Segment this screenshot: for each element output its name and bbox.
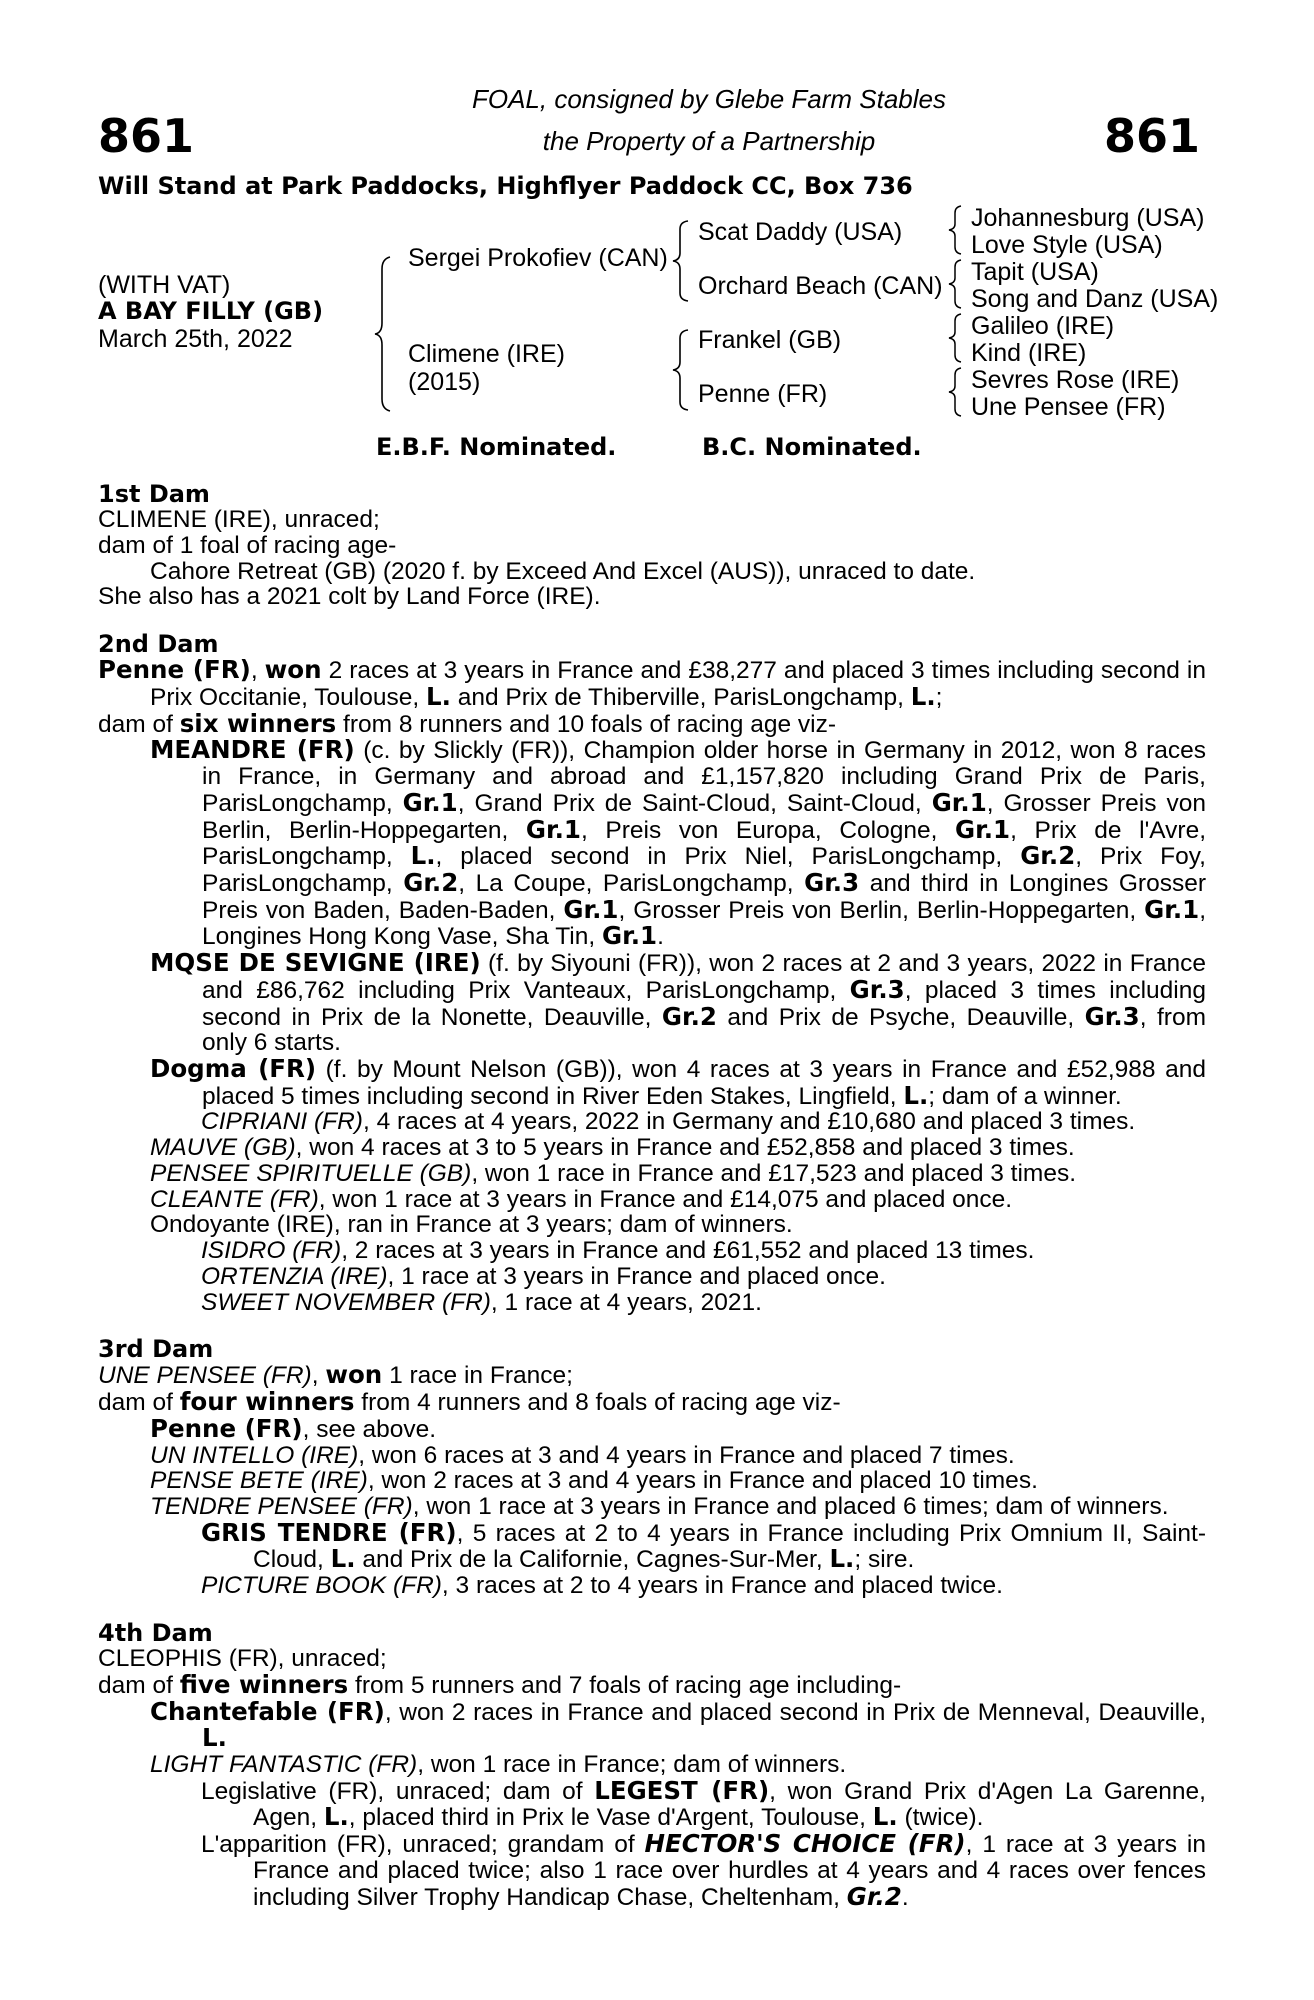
fourth-dam-section	[98, 1618, 1207, 1911]
dogma-text: ; dam of a winner.	[928, 1082, 1122, 1110]
dam-dam: Penne (FR)	[698, 380, 828, 408]
sire-dam: Orchard Beach (CAN)	[698, 272, 943, 300]
legislative-text: (twice).	[897, 1804, 984, 1832]
pensee-text: , won 1 race in France and £17,523 and placed 3 times.	[471, 1159, 1077, 1187]
lot-number-right: 861	[1103, 109, 1200, 163]
group-tag: Gr.3	[1084, 1001, 1140, 1031]
mqse-text: (f. by Siyouni (FR)), won 2 races at 2 and 3 years, 2022 in France and £86,762 including Prix Vanteaux, ParisLongchamp,	[202, 950, 1206, 1004]
lapparition-text: , 1 race at 3 years in France and placed twice; also 1 race over hurdles at 4 years and 4 races over fences including Silver Trophy Handicap Chase, Cheltenham,	[253, 1831, 1206, 1911]
sire-sire: Scat Daddy (USA)	[698, 218, 903, 246]
comma: ,	[311, 1362, 326, 1390]
dam-year: (2015)	[408, 368, 481, 396]
ondoyante-entry: Ondoyante (IRE), ran in France at 3 years; dam of winners.	[150, 1211, 793, 1239]
first-dam-foal: Cahore Retreat (GB) (2020 f. by Exceed And Excel (AUS)), unraced to date.	[150, 557, 976, 585]
penne-ref-entry	[150, 1413, 1206, 1443]
une-won: won	[325, 1360, 383, 1390]
dam-of-rest: from 4 runners and 8 foals of racing age viz-	[354, 1389, 841, 1417]
listed-tag: L.	[872, 1802, 898, 1832]
listed-tag: L.	[323, 1802, 349, 1832]
isidro-text: , 2 races at 3 years in France and £61,552 and placed 13 times.	[341, 1237, 1035, 1265]
mqse-text: and Prix de Psyche, Deauville,	[716, 1003, 1085, 1031]
listed-tag: L.	[330, 1544, 356, 1574]
meandre-text: , Grosser Preis von Berlin, Berlin-Hoppegarten,	[202, 789, 1206, 844]
third-dam-section	[98, 1337, 1206, 1599]
gris-tendre-name: GRIS TENDRE (FR)	[201, 1517, 457, 1547]
light-fantastic-name: LIGHT FANTASTIC (FR)	[150, 1750, 418, 1778]
fourth-dam-title: 4th Dam	[98, 1618, 213, 1647]
meandre-text: , Prix Foy, ParisLongchamp,	[202, 843, 1206, 897]
first-dam-line2: dam of 1 foal of racing age-	[98, 531, 397, 559]
brace-sire	[670, 219, 692, 303]
cleophis-entry: CLEOPHIS (FR), unraced;	[98, 1645, 387, 1673]
pense-bete-name: PENSE BETE (IRE)	[150, 1467, 368, 1495]
light-fantastic-entry	[150, 1752, 1206, 1778]
bc-nominated: B.C. Nominated.	[702, 433, 922, 461]
isidro-name: ISIDRO (FR)	[201, 1237, 342, 1265]
dam-of: dam of	[98, 710, 180, 738]
group-tag: Gr.1	[402, 787, 458, 817]
group-tag: Gr.1	[931, 787, 987, 817]
meandre-text: , Prix de l'Avre, ParisLongchamp,	[202, 816, 1206, 871]
lapparition-text: .	[901, 1883, 909, 1911]
dogma-name: Dogma (FR)	[150, 1054, 317, 1084]
fourth-dam-produce	[98, 1669, 1206, 1699]
cipriani-entry	[201, 1109, 1206, 1135]
listed-tag: L.	[425, 681, 451, 711]
dam-sire: Frankel (GB)	[698, 326, 842, 354]
penne-name: Penne (FR)	[98, 655, 251, 685]
produce-record	[98, 482, 1206, 1932]
une-pensee-entry	[98, 1362, 1206, 1389]
ssd: Love Style (USA)	[971, 231, 1163, 259]
gris-tendre-text: , 5 races at 2 to 4 years in France including Prix Omnium II, Saint-Cloud,	[253, 1519, 1206, 1574]
brace-sd	[945, 258, 965, 310]
dss: Galileo (IRE)	[971, 312, 1115, 340]
pensee-entry	[150, 1161, 1206, 1187]
cleante-name: CLEANTE (FR)	[150, 1185, 319, 1213]
group-tag: Gr.2	[661, 1001, 717, 1031]
pense-bete-entry	[150, 1468, 1206, 1494]
first-dam-section	[98, 482, 1206, 610]
mauve-entry	[150, 1135, 1206, 1161]
isidro-entry	[201, 1238, 1206, 1264]
sds: Tapit (USA)	[971, 258, 1099, 286]
pense-bete-text: , won 2 races at 3 and 4 years in France and placed 10 times.	[367, 1467, 1038, 1495]
mqse-text: , from only 6 starts.	[202, 1003, 1206, 1057]
group-tag: Gr.2	[403, 868, 459, 897]
mauve-text: , won 4 races at 3 to 5 years in France and £52,858 and placed 3 times.	[295, 1134, 1075, 1162]
group-tag: Gr.1	[602, 921, 658, 951]
brace-ss	[945, 204, 965, 256]
picture-book-entry	[201, 1573, 1206, 1599]
meandre-text: (c. by Slickly (FR)), Champion older horse in Germany in 2012, won 8 races in France, in Germany and abroad and £1,157,820 including Grand Prix de Paris, ParisLongchamp,	[202, 737, 1206, 817]
group-tag: Gr.1	[955, 814, 1011, 844]
light-fantastic-text: , won 1 race in France; dam of winners.	[417, 1750, 847, 1778]
sdd: Song and Danz (USA)	[971, 285, 1219, 313]
group-tag: Gr.3	[804, 868, 860, 897]
dam-of-rest: from 5 runners and 7 foals of racing age including-	[348, 1671, 902, 1699]
mqse-entry	[150, 950, 1206, 1056]
horse-name: A BAY FILLY (GB)	[98, 297, 324, 325]
vat-note: (WITH VAT)	[98, 271, 231, 299]
meandre-name: MEANDRE (FR)	[150, 735, 355, 765]
four-winners: four winners	[179, 1387, 355, 1417]
cipriani-text: , 4 races at 4 years, 2022 in Germany and £10,680 and placed 3 times.	[362, 1108, 1136, 1136]
chantefable-text: , won 2 races in France and placed second in Prix de Menneval, Deauville,	[384, 1698, 1207, 1726]
listed-tag: L.	[202, 1723, 227, 1753]
legislative-text: , placed third in Prix le Vase d'Argent, Toulouse,	[348, 1804, 873, 1832]
ortenzia-text: , 1 race at 3 years in France and placed once.	[387, 1262, 886, 1290]
dogma-text: (f. by Mount Nelson (GB)), won 4 races at 3 years in France and £52,988 and placed 5 times including second in River Eden Stakes, Lingfield,	[202, 1056, 1206, 1110]
penne-entry	[98, 657, 1206, 710]
comma: ,	[250, 657, 265, 685]
cleante-text: , won 1 race at 3 years in France and £14,075 and placed once.	[318, 1185, 1013, 1213]
un-intello-name: UN INTELLO (IRE)	[150, 1441, 359, 1469]
cleante-entry	[150, 1187, 1206, 1213]
listed-tag: L.	[903, 1080, 929, 1110]
dam-of: dam of	[98, 1389, 180, 1417]
five-winners: five winners	[179, 1669, 349, 1699]
pensee-name: PENSEE SPIRITUELLE (GB)	[150, 1159, 472, 1187]
meandre-text: , placed second in Prix Niel, ParisLongchamp,	[435, 843, 1021, 871]
hectors-choice-name: HECTOR'S CHOICE (FR)	[644, 1829, 966, 1859]
penne-name: Penne (FR)	[150, 1413, 303, 1443]
penne-text1: 2 races at 3 years in France and £38,277 and placed 3 times including second in Prix Occitanie, Toulouse,	[150, 657, 1206, 711]
first-dam-title: 1st Dam	[98, 480, 210, 508]
sss: Johannesburg (USA)	[971, 204, 1205, 232]
legislative-text: , won Grand Prix d'Agen La Garenne, Agen,	[253, 1777, 1206, 1832]
tendre-pensee-text: , won 1 race at 3 years in France and placed 6 times; dam of winners.	[412, 1493, 1169, 1520]
penne-text2: and Prix de Thiberville, ParisLongchamp,	[450, 683, 911, 711]
dogma-entry	[150, 1056, 1206, 1109]
meandre-text: , Longines Hong Kong Vase, Sha Tin,	[202, 896, 1207, 951]
listed-tag: L.	[829, 1544, 855, 1574]
meandre-text: , Grosser Preis von Berlin, Berlin-Hoppegarten,	[618, 896, 1145, 924]
lapparition-text: L'apparition (FR), unraced; grandam of	[201, 1831, 645, 1859]
meandre-text: .	[657, 923, 664, 951]
brace-gen1	[372, 255, 394, 413]
lot-number-left: 861	[98, 109, 195, 163]
sweet-november-text: , 1 race at 4 years, 2021.	[490, 1288, 762, 1316]
group-tag: Gr.1	[1144, 894, 1200, 924]
third-dam-title: 3rd Dam	[98, 1335, 214, 1364]
meandre-text: , Preis von Europa, Cologne,	[580, 816, 956, 844]
ebf-nominated: E.B.F. Nominated.	[376, 433, 617, 461]
third-dam-produce	[98, 1389, 1206, 1416]
consignor-line: FOAL, consigned by Glebe Farm Stables	[471, 84, 946, 114]
sweet-november-name: SWEET NOVEMBER (FR)	[201, 1288, 491, 1316]
group-tag: Gr.2	[846, 1881, 902, 1911]
listed-tag: L.	[910, 681, 936, 711]
brace-dam	[670, 328, 692, 412]
meandre-text: and third in Longines Grosser Preis von Baden, Baden-Baden,	[202, 870, 1206, 924]
une-pensee-name: UNE PENSEE (FR)	[98, 1362, 312, 1390]
sire: Sergei Prokofiev (CAN)	[408, 244, 668, 272]
penne-text3: ;	[935, 683, 943, 711]
chantefable-entry	[150, 1696, 1207, 1753]
brace-dd	[945, 366, 965, 418]
stand-location: Will Stand at Park Paddocks, Highflyer Paddock CC, Box 736	[98, 172, 913, 200]
mauve-name: MAUVE (GB)	[150, 1134, 296, 1162]
dam: Climene (IRE)	[408, 340, 565, 368]
une-text: 1 race in France;	[382, 1362, 573, 1390]
penne-won: won	[264, 655, 322, 685]
group-tag: Gr.1	[525, 814, 581, 844]
meandre-text: , Grand Prix de Saint-Cloud, Saint-Cloud,	[457, 789, 932, 817]
property-line: the Property of a Partnership	[542, 126, 876, 156]
gris-tendre-entry	[201, 1517, 1206, 1574]
dds: Sevres Rose (IRE)	[971, 366, 1180, 394]
legislative-entry	[201, 1775, 1206, 1832]
group-tag: Gr.2	[1020, 841, 1076, 871]
second-dam-section	[98, 632, 1206, 1315]
un-intello-entry	[150, 1443, 1206, 1469]
un-intello-text: , won 6 races at 3 and 4 years in France and placed 7 times.	[358, 1441, 1015, 1469]
cipriani-name: CIPRIANI (FR)	[201, 1108, 363, 1136]
legest-name: LEGEST (FR)	[594, 1775, 770, 1805]
chantefable-name: Chantefable (FR)	[150, 1696, 385, 1726]
brace-ds	[945, 312, 965, 364]
listed-tag: L.	[410, 841, 436, 871]
meandre-text: , La Coupe, ParisLongchamp,	[458, 870, 805, 897]
gris-tendre-text: and Prix de la Californie, Cagnes-Sur-Mer,	[355, 1546, 830, 1574]
mqse-name: MQSE DE SEVIGNE (IRE)	[150, 948, 481, 978]
sweet-november-entry	[201, 1290, 1206, 1316]
ortenzia-name: ORTENZIA (IRE)	[201, 1262, 388, 1290]
dam-of: dam of	[98, 1671, 180, 1699]
meandre-entry	[150, 737, 1206, 950]
mqse-text: , placed 3 times including second in Prix de la Nonette, Deauville,	[202, 976, 1206, 1031]
legislative-text: Legislative (FR), unraced; dam of	[201, 1777, 595, 1805]
picture-book-name: PICTURE BOOK (FR)	[201, 1572, 442, 1600]
penne-text: , see above.	[302, 1415, 437, 1443]
ddd: Une Pensee (FR)	[971, 393, 1166, 421]
tendre-pensee-entry	[150, 1494, 1206, 1520]
foaling-date: March 25th, 2022	[98, 325, 293, 353]
lapparition-entry	[201, 1831, 1206, 1910]
second-dam-title: 2nd Dam	[98, 630, 219, 659]
first-dam-line4: She also has a 2021 colt by Land Force (IRE).	[98, 583, 601, 611]
gris-tendre-text: ; sire.	[854, 1546, 915, 1574]
six-winners: six winners	[179, 708, 337, 738]
second-dam-produce	[98, 708, 1206, 738]
ortenzia-entry	[201, 1264, 1206, 1290]
picture-book-text: , 3 races at 2 to 4 years in France and placed twice.	[441, 1572, 1003, 1600]
tendre-pensee-name: TENDRE PENSEE (FR)	[150, 1493, 413, 1520]
dam-of-rest: from 8 runners and 10 foals of racing age viz-	[336, 710, 837, 738]
group-tag: Gr.3	[849, 974, 905, 1004]
group-tag: Gr.1	[563, 894, 619, 924]
dsd: Kind (IRE)	[971, 339, 1087, 367]
first-dam-line1: CLIMENE (IRE), unraced;	[98, 506, 380, 534]
